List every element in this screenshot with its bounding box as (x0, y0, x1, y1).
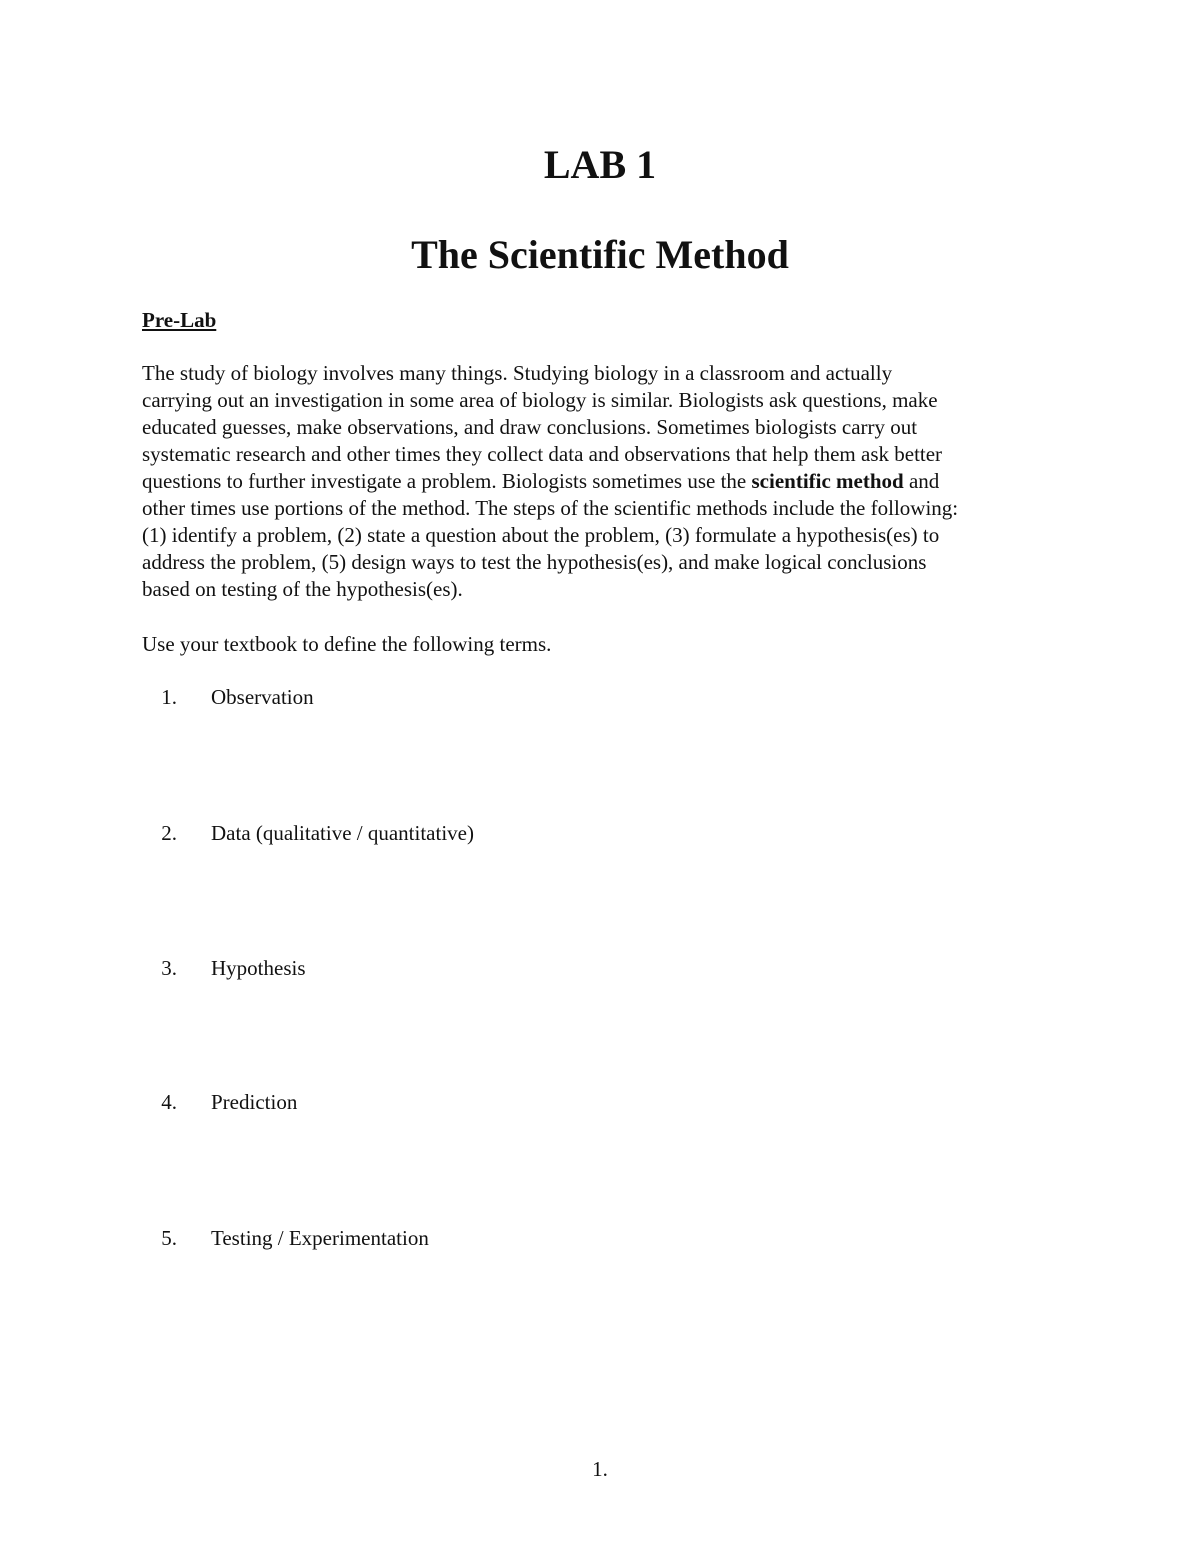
term-item-observation (142, 684, 314, 711)
term-label: Hypothesis (211, 956, 306, 980)
term-label: Data (qualitative / quantitative) (211, 821, 474, 845)
intro-line: based on testing of the hypothesis(es). (142, 577, 463, 601)
term-item-hypothesis (142, 955, 306, 982)
intro-line: carrying out an investigation in some area of biology is similar. Biologists ask questions, make (142, 388, 938, 412)
page-number: 1. (592, 1457, 608, 1481)
term-number: 2. (161, 821, 177, 845)
intro-line: systematic research and other times they collect data and observations that help them ask better (142, 442, 943, 466)
term-item-prediction (142, 1089, 297, 1116)
term-label: Testing / Experimentation (211, 1226, 429, 1250)
intro-line: (1) identify a problem, (2) state a question about the problem, (3) formulate a hypothesis(es) to (142, 523, 940, 547)
term-label: Prediction (211, 1090, 298, 1114)
term-number: 3. (161, 956, 177, 980)
intro-text: questions to further investigate a problem. Biologists sometimes use the (142, 469, 752, 493)
term-number: 4. (161, 1090, 177, 1114)
term-number: 5. (161, 1226, 177, 1250)
intro-line: address the problem, (5) design ways to test the hypothesis(es), and make logical conclusions (142, 550, 927, 574)
intro-line: educated guesses, make observations, and draw conclusions. Sometimes biologists carry out (142, 415, 918, 439)
scientific-method-term: scientific method (751, 469, 904, 493)
term-label: Observation (211, 685, 314, 709)
pre-lab-heading: Pre-Lab (142, 308, 217, 332)
intro-paragraph (142, 360, 1062, 603)
intro-line: The study of biology involves many things. Studying biology in a classroom and actually (142, 361, 893, 385)
intro-line (142, 468, 1062, 495)
page-title: The Scientific Method (411, 232, 789, 277)
instruction-text: Use your textbook to define the following terms. (142, 632, 552, 656)
intro-line: other times use portions of the method. The steps of the scientific methods include the following: (142, 496, 959, 520)
term-item-data (142, 820, 474, 847)
term-number: 1. (161, 685, 177, 709)
term-item-testing (142, 1225, 429, 1252)
lab-number-title: LAB 1 (543, 142, 657, 187)
intro-text: and (903, 469, 940, 493)
